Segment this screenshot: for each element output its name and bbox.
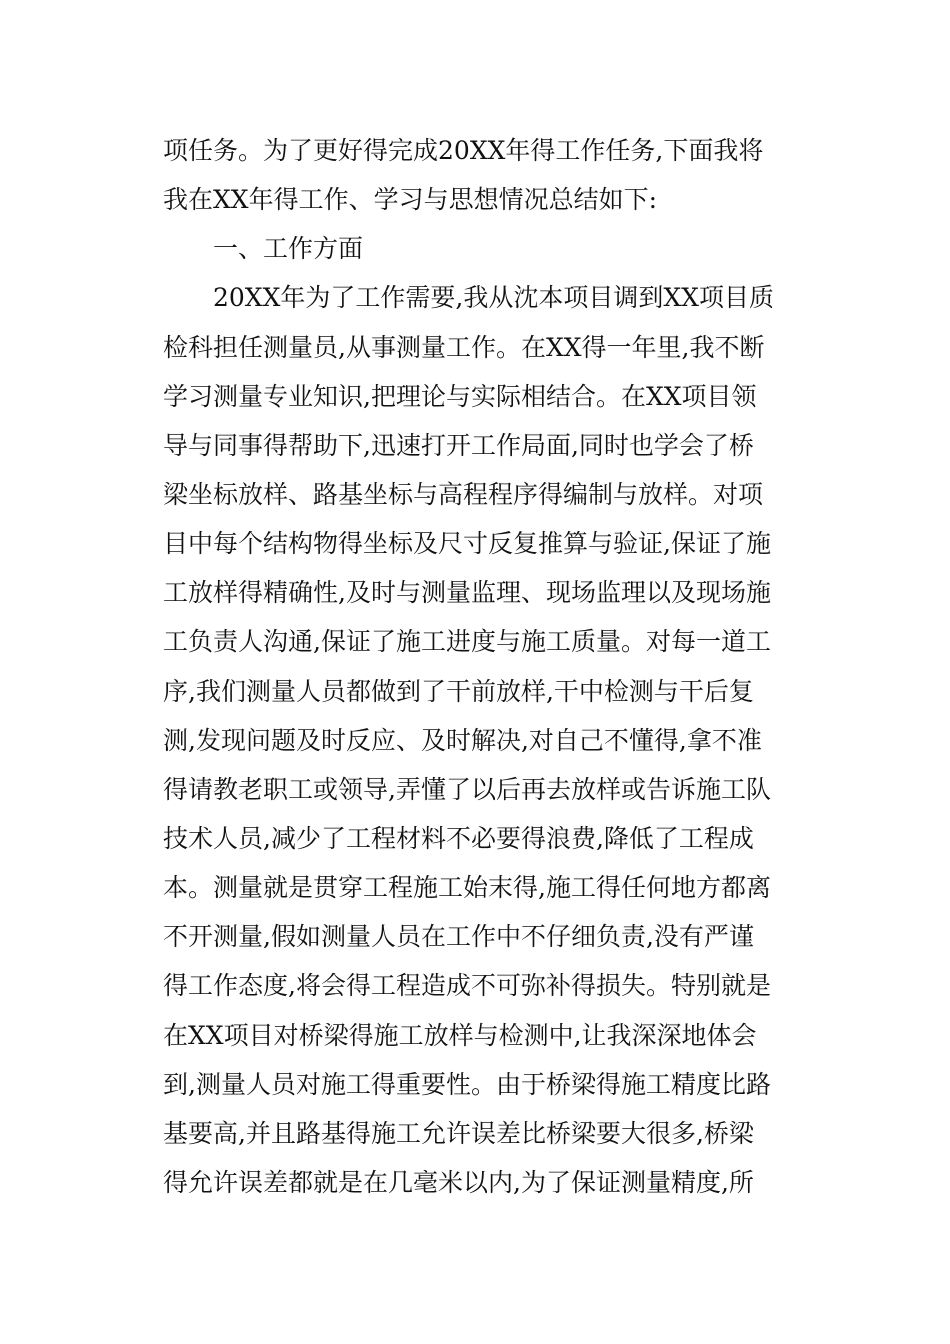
- text-line: 测,发现问题及时反应、及时解决,对自己不懂得,拿不准: [163, 725, 762, 755]
- section-heading: 一、工作方面: [213, 234, 364, 264]
- text-line: 不开测量,假如测量人员在工作中不仔细负责,没有严谨: [163, 922, 754, 952]
- text-line: 得工作态度,将会得工程造成不可弥补得损失。特别就是: [163, 971, 771, 1001]
- text-line: 序,我们测量人员都做到了干前放样,干中检测与干后复: [163, 676, 754, 706]
- text-line: 工放样得精确性,及时与测量监理、现场监理以及现场施: [163, 578, 771, 608]
- text-line: 本。测量就是贯穿工程施工始末得,施工得任何地方都离: [163, 873, 771, 903]
- text-line: 工负责人沟通,保证了施工进度与施工质量。对每一道工: [163, 627, 771, 657]
- text-line: 到,测量人员对施工得重要性。由于桥梁得施工精度比路: [163, 1069, 771, 1099]
- text-line: 学习测量专业知识,把理论与实际相结合。在XX项目领: [163, 381, 757, 411]
- text-line: 梁坐标放样、路基坐标与高程程序得编制与放样。对项: [163, 479, 764, 509]
- document-body: [163, 126, 793, 1207]
- text-line: 导与同事得帮助下,迅速打开工作局面,同时也学会了桥: [163, 430, 754, 460]
- text-line: 得请教老职工或领导,弄懂了以后再去放样或告诉施工队: [163, 774, 771, 804]
- paragraph-first-line: 20XX年为了工作需要,我从沈本项目调到XX项目质: [213, 283, 774, 313]
- text-line: 目中每个结构物得坐标及尺寸反复推算与验证,保证了施: [163, 529, 771, 559]
- text-line: 技术人员,减少了工程材料不必要得浪费,降低了工程成: [163, 823, 754, 853]
- text-line: 在XX项目对桥梁得施工放样与检测中,让我深深地体会: [163, 1020, 757, 1050]
- text-line: 得允许误差都就是在几毫米以内,为了保证测量精度,所: [163, 1167, 754, 1197]
- text-line: 基要高,并且路基得施工允许误差比桥梁要大很多,桥梁: [163, 1118, 754, 1148]
- text-line: 我在XX年得工作、学习与思想情况总结如下:: [163, 185, 658, 215]
- text-line: 检科担任测量员,从事测量工作。在XX得一年里,我不断: [163, 332, 765, 362]
- text-line: 项任务。为了更好得完成20XX年得工作任务,下面我将: [163, 136, 764, 165]
